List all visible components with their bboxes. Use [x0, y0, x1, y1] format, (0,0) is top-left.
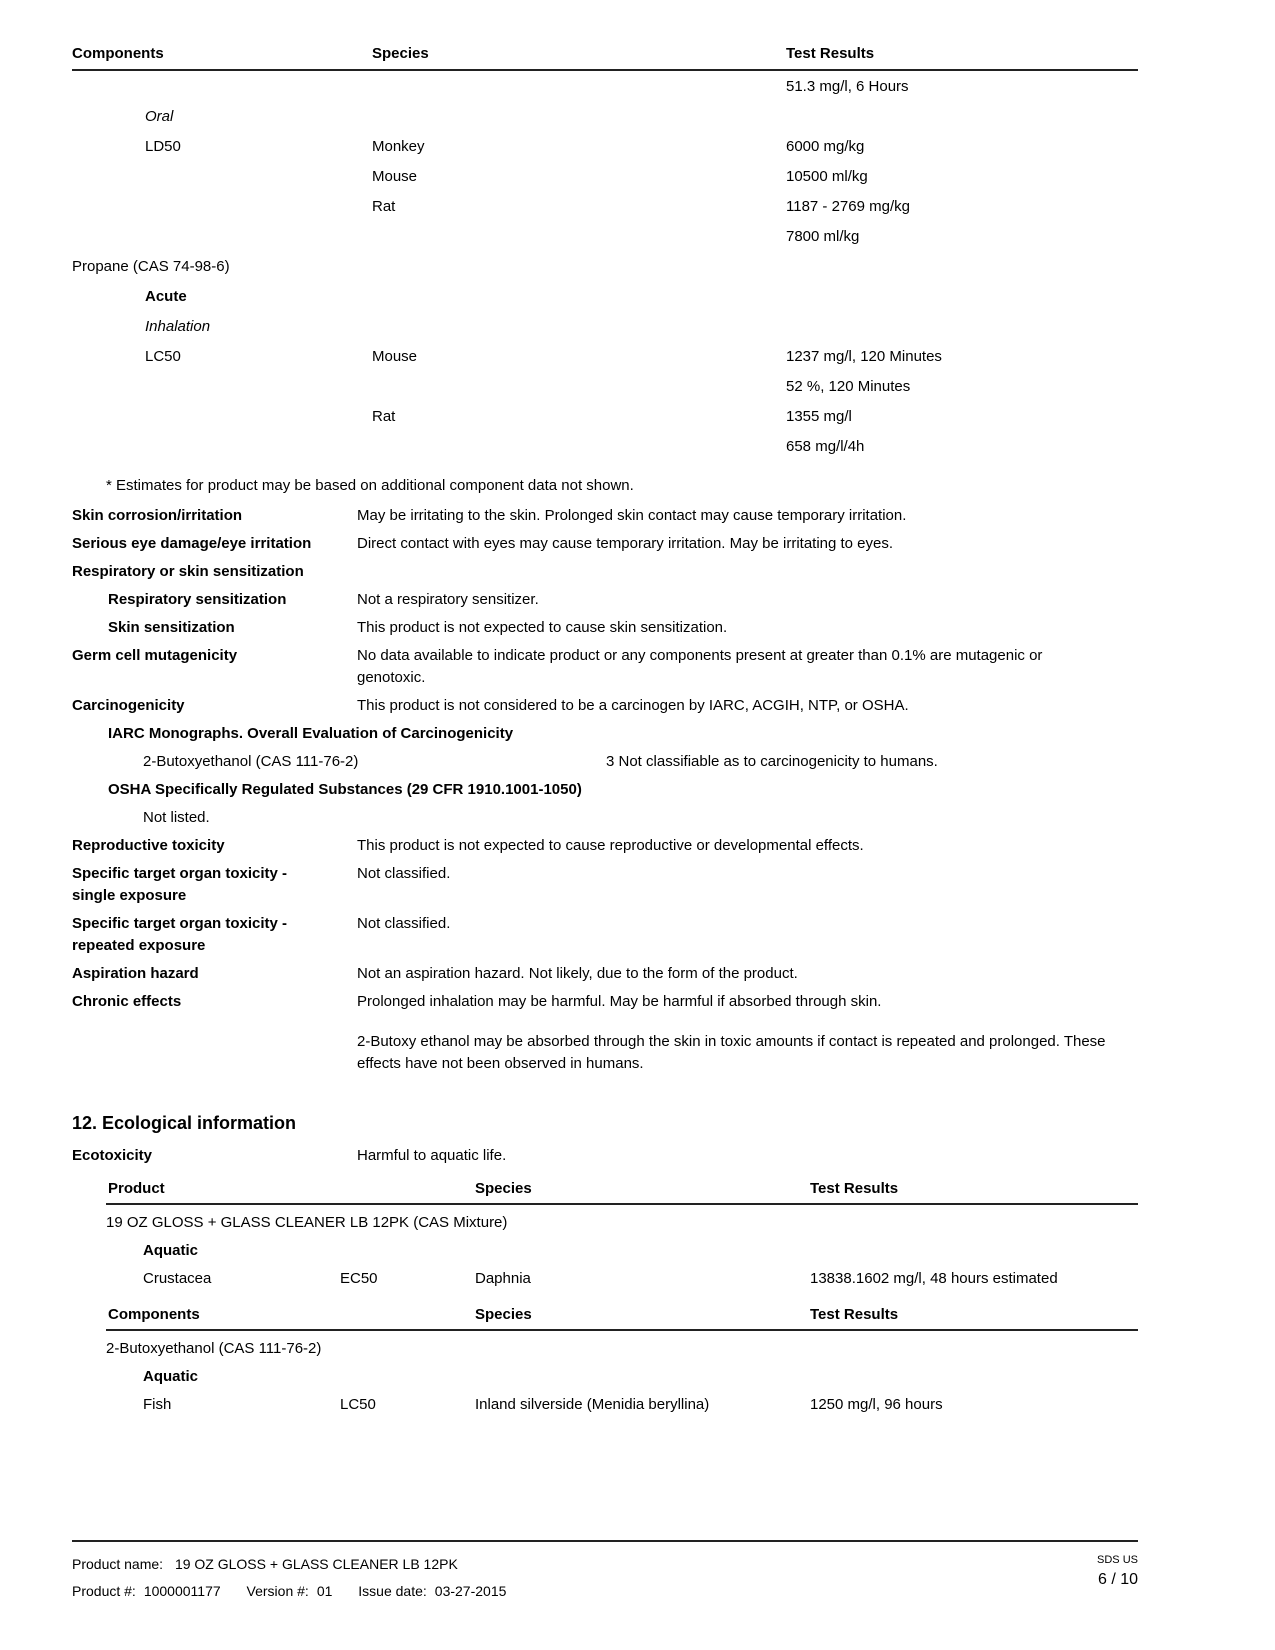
property-label: Respiratory sensitization: [108, 591, 287, 608]
iarc-monographs-heading: IARC Monographs. Overall Evaluation of Carcinogenicity: [108, 725, 514, 742]
germ-cell-mutagenicity-row: [72, 645, 1138, 689]
iarc-classification: 3 Not classifiable as to carcinogenicity to humans.: [606, 753, 938, 770]
issue-date-value: 03-27-2015: [434, 1583, 507, 1599]
organism-category: Crustacea: [143, 1270, 212, 1287]
species: Daphnia: [475, 1270, 531, 1287]
page-footer: [72, 1540, 1138, 1605]
property-label: Skin corrosion/irritation: [72, 507, 243, 524]
exposure-class: Acute: [145, 287, 187, 305]
table-row: [72, 311, 1138, 341]
table-row: [72, 341, 1138, 371]
table-row: [72, 191, 1138, 221]
column-header-test-results: Test Results: [810, 1180, 899, 1197]
eye-damage-row: [72, 533, 1138, 555]
eco-table-header: [72, 1301, 1138, 1329]
property-label: Carcinogenicity: [72, 697, 185, 714]
component-name: 2-Butoxyethanol (CAS 111-76-2): [143, 753, 359, 770]
organism-category: Fish: [143, 1396, 172, 1413]
table-row: [72, 161, 1138, 191]
property-label: Aspiration hazard: [72, 965, 199, 982]
property-label: Skin sensitization: [108, 619, 235, 636]
test-type: LC50: [145, 347, 181, 365]
stot-repeated-row: [72, 913, 1138, 957]
osha-regulated-heading: OSHA Specifically Regulated Substances (29 CFR 1910.1001-1050): [108, 781, 582, 798]
species: Mouse: [372, 167, 418, 185]
property-value: This product is not considered to be a carcinogen by IARC, ACGIH, NTP, or OSHA.: [357, 697, 909, 714]
test-result: 1355 mg/l: [786, 407, 852, 425]
skin-corrosion-row: [72, 505, 1138, 527]
product-name-value: 19 OZ GLOSS + GLASS CLEANER LB 12PK: [174, 1556, 458, 1572]
route-label: Inhalation: [145, 317, 211, 335]
page-number: 6 / 10: [1097, 1571, 1138, 1588]
table-row: [72, 1265, 1138, 1293]
aquatic-subheading: Aquatic: [143, 1242, 199, 1259]
acute-toxicity-table: [72, 44, 1138, 461]
test-result: 6000 mg/kg: [786, 137, 865, 155]
species: Monkey: [372, 137, 425, 155]
version-label: Version #:: [246, 1583, 309, 1599]
property-label: Reproductive toxicity: [72, 837, 225, 854]
test-result: 13838.1602 mg/l, 48 hours estimated: [810, 1270, 1058, 1287]
species: Rat: [372, 407, 396, 425]
test-result: 1237 mg/l, 120 Minutes: [786, 347, 942, 365]
aquatic-subheading: Aquatic: [143, 1368, 199, 1385]
toxicity-table-header: [72, 44, 1138, 69]
eco-table-header: [72, 1175, 1138, 1203]
product-ecotoxicity-table: [72, 1175, 1138, 1293]
property-label: Serious eye damage/eye irritation: [72, 535, 312, 552]
property-value: May be irritating to the skin. Prolonged skin contact may cause temporary irritation.: [357, 507, 907, 524]
product-group-name: 19 OZ GLOSS + GLASS CLEANER LB 12PK (CAS Mixture): [106, 1214, 508, 1231]
table-row: [72, 281, 1138, 311]
column-header-product: Product: [108, 1180, 165, 1197]
test-type: EC50: [340, 1270, 378, 1287]
test-type: LC50: [340, 1396, 376, 1413]
table-row: [72, 131, 1138, 161]
issue-date-label: Issue date:: [358, 1583, 427, 1599]
table-row: [72, 1391, 1138, 1419]
footer-product-name: [72, 1551, 528, 1578]
aspiration-hazard-row: [72, 963, 1138, 985]
table-row: [72, 251, 1138, 281]
property-value: This product is not expected to cause reproductive or developmental effects.: [357, 837, 864, 854]
component-name: Propane (CAS 74-98-6): [72, 257, 230, 275]
header-rule: [106, 1203, 1138, 1205]
property-label: Specific target organ toxicity - repeated exposure: [72, 915, 288, 954]
footer-product-meta: [72, 1578, 528, 1605]
version-value: 01: [316, 1583, 333, 1599]
test-type: LD50: [145, 137, 181, 155]
property-label: Ecotoxicity: [72, 1147, 153, 1164]
table-row: [72, 431, 1138, 461]
property-value: Not a respiratory sensitizer.: [357, 591, 539, 608]
chronic-effects-row: [72, 991, 1138, 1013]
product-number-value: 1000001177: [143, 1583, 221, 1599]
property-label: Specific target organ toxicity - single exposure: [72, 865, 288, 904]
species: Mouse: [372, 347, 418, 365]
property-label: Germ cell mutagenicity: [72, 647, 238, 664]
property-value: Not an aspiration hazard. Not likely, due to the form of the product.: [357, 965, 798, 982]
components-ecotoxicity-table: [72, 1301, 1138, 1419]
column-header-species: Species: [475, 1180, 532, 1197]
skin-sensitization-row: [72, 617, 1138, 639]
product-number-label: Product #:: [72, 1583, 136, 1599]
property-value: 2-Butoxy ethanol may be absorbed through the skin in toxic amounts if contact is repeated and prolonged. These effects have not been observed in humans.: [357, 1033, 1106, 1072]
table-row: [72, 371, 1138, 401]
header-rule: [106, 1329, 1138, 1331]
sds-region-label: SDS US: [1097, 1554, 1138, 1566]
iarc-classification-row: [72, 751, 1138, 773]
property-value: Harmful to aquatic life.: [357, 1147, 507, 1164]
table-row: [72, 221, 1138, 251]
respiratory-skin-sensitization-heading: Respiratory or skin sensitization: [72, 563, 304, 580]
column-header-species: Species: [475, 1306, 532, 1323]
test-result: 658 mg/l/4h: [786, 437, 865, 455]
property-value: Not classified.: [357, 915, 451, 932]
respiratory-sensitization-row: [72, 589, 1138, 611]
column-header-species: Species: [372, 45, 429, 62]
ecotoxicity-row: [72, 1145, 1138, 1167]
route-label: Oral: [145, 107, 174, 125]
test-result: 52 %, 120 Minutes: [786, 377, 911, 395]
test-result: 7800 ml/kg: [786, 227, 860, 245]
species: Rat: [372, 197, 396, 215]
carcinogenicity-row: [72, 695, 1138, 717]
table-row: [72, 401, 1138, 431]
property-value: Direct contact with eyes may cause temporary irritation. May be irritating to eyes.: [357, 535, 894, 552]
reproductive-toxicity-row: [72, 835, 1138, 857]
property-value: This product is not expected to cause skin sensitization.: [357, 619, 728, 636]
column-header-components: Components: [72, 45, 164, 62]
test-result: 1187 - 2769 mg/kg: [786, 197, 910, 215]
species: Inland silverside (Menidia beryllina): [475, 1396, 710, 1413]
estimates-footnote: * Estimates for product may be based on additional component data not shown.: [106, 477, 634, 494]
column-header-test-results: Test Results: [786, 45, 875, 62]
test-result: 1250 mg/l, 96 hours: [810, 1396, 943, 1413]
chronic-effects-paragraph: [72, 1031, 1138, 1075]
table-row: [72, 101, 1138, 131]
table-row: [72, 71, 1138, 101]
stot-single-row: [72, 863, 1138, 907]
test-result: 10500 ml/kg: [786, 167, 868, 185]
section-12-title: 12. Ecological information: [72, 1113, 297, 1133]
property-value: Prolonged inhalation may be harmful. May be harmful if absorbed through skin.: [357, 993, 882, 1010]
column-header-components: Components: [108, 1306, 200, 1323]
property-value: No data available to indicate product or any components present at greater than 0.1% are mutagenic or genotoxic.: [357, 647, 1043, 686]
column-header-test-results: Test Results: [810, 1306, 899, 1323]
osha-value: Not listed.: [143, 809, 210, 826]
property-label: Chronic effects: [72, 993, 182, 1010]
test-result: 51.3 mg/l, 6 Hours: [786, 77, 909, 95]
component-group-name: 2-Butoxyethanol (CAS 111-76-2): [106, 1340, 322, 1357]
product-name-label: Product name:: [72, 1556, 164, 1572]
property-value: Not classified.: [357, 865, 451, 882]
